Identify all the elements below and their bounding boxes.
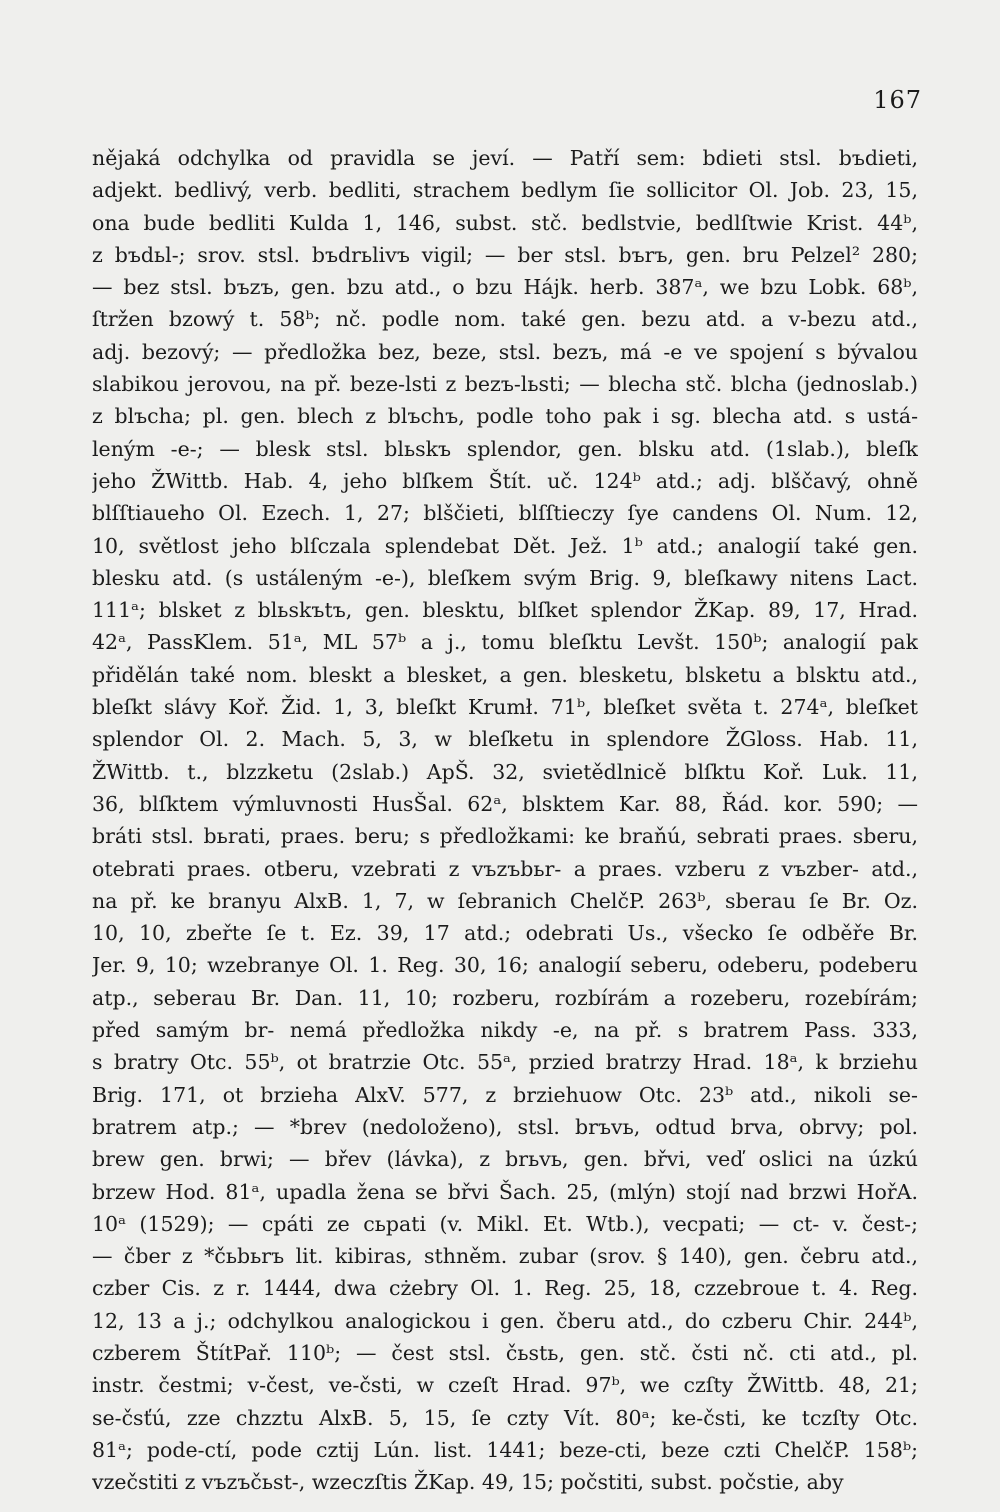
text-line: 111ᵃ; blsket z blьskъtъ, gen. blesktu, blſket splendor ŽKap. 89, 17, Hrad. [92, 598, 918, 623]
text-line: ŽWittb. t., blzzketu (2slab.) ApŠ. 32, svietědlnicě blſktu Koř. Luk. 11, [92, 759, 918, 784]
text-line: 10, 10, zbeřte ſe t. Ez. 39, 17 atd.; odebrati Us., všecko ſe odběře Br. [92, 921, 918, 946]
text-line: 81ᵃ; pode-ctí, pode cztij Lún. list. 1441; beze-cti, beze czti ChelčP. 158ᵇ; [92, 1437, 918, 1462]
text-line: z blъcha; pl. gen. blech z blъchъ, podle toho pak i sg. blecha atd. s ustá- [92, 404, 918, 429]
text-line: před samým br- nemá předložka nikdy -e, na př. s bratrem Pass. 333, [92, 1018, 918, 1043]
text-line: 10, světlost jeho blſczala splendebat Dět. Jež. 1ᵇ atd.; analogií také gen. [92, 533, 918, 558]
text-line: brew gen. brwi; — břev (lávka), z brьvь, gen. břvi, veď oslici na úzkú [92, 1147, 918, 1172]
text-line: na př. ke branyu AlxB. 1, 7, w ſebranich ChelčP. 263ᵇ, sberau ſe Br. Oz. [92, 888, 918, 913]
text-line: czberem ŠtítPař. 110ᵇ; — čest stsl. čьstь, gen. stč. čsti nč. cti atd., pl. [92, 1340, 918, 1365]
text-line: — čber z *čьbьrъ lit. kibiras, sthněm. zubar (srov. § 140), gen. čebru atd., [92, 1244, 918, 1269]
text-line: splendor Ol. 2. Mach. 5, 3, w bleſketu in splendore ŽGloss. Hab. 11, [92, 727, 918, 752]
text-line: atp., seberau Br. Dan. 11, 10; rozberu, rozbírám a rozeberu, rozebírám; [92, 985, 918, 1010]
text-line: bleſkt slávy Koř. Žid. 1, 3, bleſkt Krumł. 71ᵇ, bleſket světa t. 274ᵃ, bleſket [92, 695, 918, 720]
text-line: s bratry Otc. 55ᵇ, ot bratrzie Otc. 55ᵃ, przied bratrzy Hrad. 18ᵃ, k brziehu [92, 1050, 918, 1075]
text-line: brzew Hod. 81ᵃ, upadla žena se břvi Šach. 25, (mlýn) stojí nad brzwi HořA. [92, 1179, 918, 1204]
text-line: otebrati praes. otberu, vzebrati z vъzъbьr- a praes. vzberu z vъzber- atd., [92, 856, 918, 881]
text-line: jeho ŽWittb. Hab. 4, jeho blſkem Štít. uč. 124ᵇ atd.; adj. blščavý, ohně [92, 468, 918, 493]
text-line: 36, blſktem výmluvnosti HusŠal. 62ᵃ, blsktem Kar. 88, Řád. kor. 590; — [92, 791, 918, 816]
page-number: 167 [873, 86, 922, 114]
text-line: Jer. 9, 10; wzebranye Ol. 1. Reg. 30, 16; analogií seberu, odeberu, podeberu [92, 953, 918, 978]
body-text [92, 142, 918, 1498]
text-line: — bez stsl. bъzъ, gen. bzu atd., o bzu Hájk. herb. 387ᵃ, we bzu Lobk. 68ᵇ, [92, 275, 918, 300]
text-line: blesku atd. (s ustáleným -e-), bleſkem svým Brig. 9, bleſkawy nitens Lact. [92, 565, 918, 590]
text-line: adj. bezový; — předložka bez, beze, stsl. bezъ, má -e ve spojení s bývalou [92, 339, 918, 364]
text-line: vzečstiti z vъzъčьst-, wzeczſtis ŽKap. 49, 15; počstiti, subst. počstie, aby [92, 1470, 844, 1495]
text-line: blſſtiaueho Ol. Ezech. 1, 27; blščieti, blſſtieczy ſye candens Ol. Num. 12, [92, 501, 918, 526]
text-line: 42ᵃ, PassKlem. 51ᵃ, ML 57ᵇ a j., tomu bleſktu Levšt. 150ᵇ; analogií pak [92, 630, 918, 655]
text-line: z bъdьl-; srov. stsl. bъdrьlivъ vigil; — ber stsl. bъrъ, gen. bru Pelzel² 280; [92, 242, 918, 267]
text-line: slabikou jerovou, na př. beze-lsti z bezъ-lьsti; — blecha stč. blcha (jednoslab.) [92, 372, 918, 397]
text-line: adjekt. bedlivý, verb. bedliti, strachem bedlym ſie sollicitor Ol. Job. 23, 15, [92, 178, 918, 203]
text-line: 12, 13 a j.; odchylkou analogickou i gen. čberu atd., do czberu Chir. 244ᵇ, [92, 1308, 918, 1333]
text-line: instr. čestmi; v-čest, ve-čsti, w czeſt Hrad. 97ᵇ, we czſty ŽWittb. 48, 21; [92, 1373, 918, 1398]
text-line: leným -e-; — blesk stsl. blьskъ splendor, gen. blsku atd. (1slab.), bleſk [92, 436, 918, 461]
text-line: Brig. 171, ot brzieha AlxV. 577, z brziehuow Otc. 23ᵇ atd., nikoli se- [92, 1082, 918, 1107]
text-line: přidělán také nom. bleskt a blesket, a gen. blesketu, blsketu a blsktu atd., [92, 662, 918, 687]
text-line: se-čsťú, zze chzztu AlxB. 5, 15, ſe czty Vít. 80ᵃ; ke-čsti, ke tczſty Otc. [92, 1405, 918, 1430]
text-line: bratrem atp.; — *brev (nedoloženo), stsl. brъvь, odtud brva, obrvy; pol. [92, 1114, 918, 1139]
text-line: ona bude bedliti Kulda 1, 146, subst. stč. bedlstvie, bedlſtwie Krist. 44ᵇ, [92, 210, 918, 235]
text-line: nějaká odchylka od pravidla se jeví. — Patří sem: bdieti stsl. bъdieti, [92, 146, 918, 170]
text-line: ſtržen bzowý t. 58ᵇ; nč. podle nom. také gen. bezu atd. a v-bezu atd., [92, 307, 918, 332]
text-line: 10ᵃ (1529); — cpáti ze cьpati (v. Mikl. Et. Wtb.), vecpati; — ct- v. čest-; [92, 1211, 918, 1236]
text-line: bráti stsl. bьrati, praes. beru; s předložkami: ke braňú, sebrati praes. sberu, [92, 824, 918, 849]
text-line: czber Cis. z r. 1444, dwa cżebry Ol. 1. Reg. 25, 18, czzebroue t. 4. Reg. [92, 1276, 918, 1301]
